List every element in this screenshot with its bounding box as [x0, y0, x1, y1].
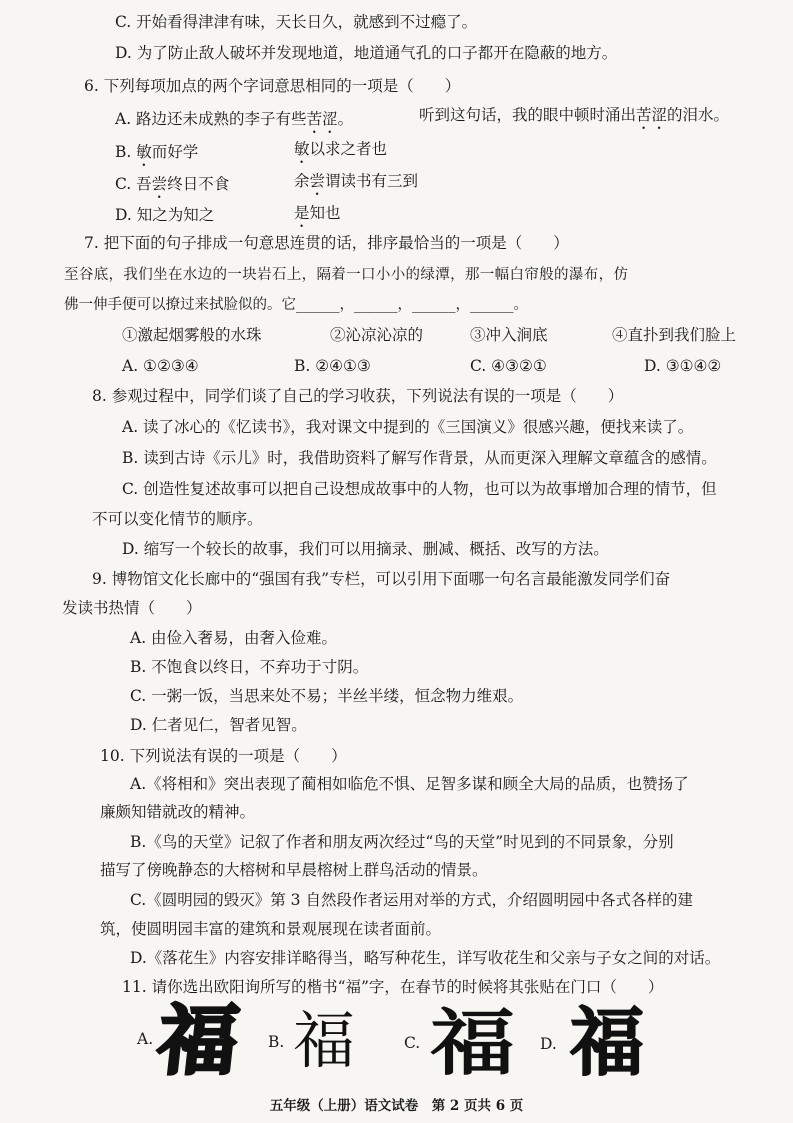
q6-option-b-left: [115, 141, 198, 170]
q10-option-b-line1: B.《鸟的天堂》记叙了作者和朋友两次经过“鸟的天堂”时见到的不同景象，分别: [130, 833, 674, 851]
q6-c-left-label: C. 吾: [115, 175, 152, 193]
q7-item-3: ③冲入涧底: [470, 326, 548, 344]
q7-passage-line2: 佛一伸手便可以撩过来拭脸似的。它______，______，______，______。: [64, 297, 528, 313]
q9-stem-line2: 发读书热情（ ）: [62, 599, 202, 617]
q5-option-d: D. 为了防止敌人破坏并发现地道，地道通气孔的口子都开在隐蔽的地方。: [115, 44, 618, 62]
q6-a-right-text: 听到这句话，我的眼中顿时涌出: [419, 106, 637, 124]
q8-option-d: D. 缩写一个较长的故事，我们可以用摘录、删减、概括、改写的方法。: [122, 540, 609, 558]
q11-label-b: B.: [268, 1033, 285, 1051]
q7-stem: 7. 把下面的句子排成一句意思连贯的话，排序最恰当的一项是（ ）: [84, 234, 569, 252]
q11-label-a: A.: [137, 1030, 154, 1048]
q7-passage-line1: 至谷底，我们坐在水边的一块岩石上，隔着一口小小的绿潭，那一幅白帘般的瀑布，仿: [64, 267, 629, 283]
q6-b-right-dotted: 敏: [294, 140, 310, 158]
q6-a-left-text: A. 路边还未成熟的李子有些: [115, 110, 307, 128]
q10-option-c-line2: 筑，使圆明园丰富的建筑和景观展现在读者面前。: [100, 920, 442, 938]
q6-d-right-text: 知也: [309, 204, 341, 222]
q9-option-b: B. 不饱食以终日，不弃功于寸阴。: [130, 658, 369, 676]
q6-a-right-end: 的泪水。: [667, 106, 730, 124]
q7-item-1: ①激起烟雾般的水珠: [122, 326, 262, 344]
q7-item-4: ④直扑到我们脸上: [612, 326, 737, 344]
q6-c-right-end: 谓读书有三到: [325, 172, 419, 190]
q8-stem: 8. 参观过程中，同学们谈了自己的学习收获，下列说法有误的一项是（ ）: [92, 387, 624, 405]
q6-b-left-text: 而好学: [151, 143, 199, 161]
q6-option-d-left: D. 知之为知之: [115, 206, 215, 224]
q11-label-c: C.: [404, 1034, 421, 1052]
q11-glyph-d: 福: [570, 1000, 644, 1086]
q7-option-d: D. ③①④②: [644, 357, 722, 375]
q6-c-left-text: 终日不食: [167, 175, 230, 193]
q10-option-c-line1: C.《圆明园的毁灭》第 3 自然段作者运用对举的方式，介绍圆明园中各式各样的建: [130, 891, 693, 909]
page-footer: 五年级（上册）语文试卷 第 2 页共 6 页: [269, 1098, 524, 1114]
q6-c-right-text: 余: [294, 172, 310, 190]
q6-b-right-text: 以求之者也: [309, 140, 388, 158]
q7-option-a: A. ①②③④: [122, 357, 199, 375]
q6-c-right-dotted: 尝: [309, 172, 326, 190]
q8-option-c-line1: C. 创造性复述故事可以把自己设想成故事中的人物，也可以为故事增加合理的情节，但: [122, 480, 717, 498]
q11-glyph-a: 福: [153, 996, 243, 1085]
q10-option-a-line1: A.《将相和》突出表现了蔺相如临危不惧、足智多谋和顾全大局的品质，也赞扬了: [130, 775, 689, 793]
q6-a-left-dotted: 苦涩: [306, 110, 338, 128]
q11-glyph-b: 福: [293, 1004, 356, 1077]
q6-a-right-dotted: 苦涩: [636, 106, 668, 124]
q11-label-d: D.: [540, 1035, 557, 1053]
q8-option-b: B. 读到古诗《示儿》时，我借助资料了解写作背景，从而更深入理解文章蕴含的感情。: [122, 449, 717, 467]
q6-c-left-dotted: 尝: [151, 175, 168, 193]
q6-a-left-end: 。: [337, 110, 354, 128]
q11-stem: 11. 请你选出欧阳询所写的楷书“福”字，在春节的时候将其张贴在门口（ ）: [122, 978, 664, 996]
q10-option-d: D.《落花生》内容安排详略得当，略写种花生，详写收花生和父亲与子女之间的对话。: [130, 949, 721, 967]
q9-option-a: A. 由俭入奢易，由奢入俭难。: [130, 629, 338, 647]
q7-item-2: ②沁凉沁凉的: [330, 326, 424, 344]
q9-stem-line1: 9. 博物馆文化长廊中的“强国有我”专栏，可以引用下面哪一句名言最能激发同学们奋: [92, 570, 671, 588]
q8-option-a: A. 读了冰心的《忆读书》，我对课文中提到的《三国演义》很感兴趣，便找来读了。: [122, 418, 694, 436]
q6-b-left-label: B.: [115, 143, 137, 161]
q10-option-a-line2: 廉颇知错就改的精神。: [100, 803, 256, 821]
q6-option-c-left: [115, 173, 229, 202]
q10-stem: 10. 下列说法有误的一项是（ ）: [100, 747, 347, 765]
q5-option-c: C. 开始看得津津有味，天长日久，就感到不过瘾了。: [115, 13, 478, 31]
q8-option-c-line2: 不可以变化情节的顺序。: [92, 510, 263, 528]
q6-option-d-right: [294, 202, 341, 231]
q6-option-a-right: [419, 104, 729, 133]
q6-b-left-dotted: 敏: [136, 143, 152, 161]
q6-option-b-right: [294, 138, 387, 167]
q9-option-c: C. 一粥一饭，当思来处不易；半丝半缕，恒念物力维艰。: [130, 687, 524, 705]
q6-option-c-right: [294, 170, 418, 199]
q7-option-b: B. ②④①③: [294, 357, 371, 375]
q6-d-right-dotted: 是: [294, 204, 310, 222]
q7-option-c: C. ④③②①: [470, 357, 547, 375]
q11-glyph-c: 福: [430, 1000, 515, 1085]
q6-option-a-left: [115, 108, 353, 137]
q6-stem: 6. 下列每项加点的两个字词意思相同的一项是（ ）: [84, 77, 461, 95]
q10-option-b-line2: 描写了傍晚静态的大榕树和早晨榕树上群鸟活动的情景。: [100, 861, 488, 879]
q9-option-d: D. 仁者见仁，智者见智。: [130, 716, 307, 734]
